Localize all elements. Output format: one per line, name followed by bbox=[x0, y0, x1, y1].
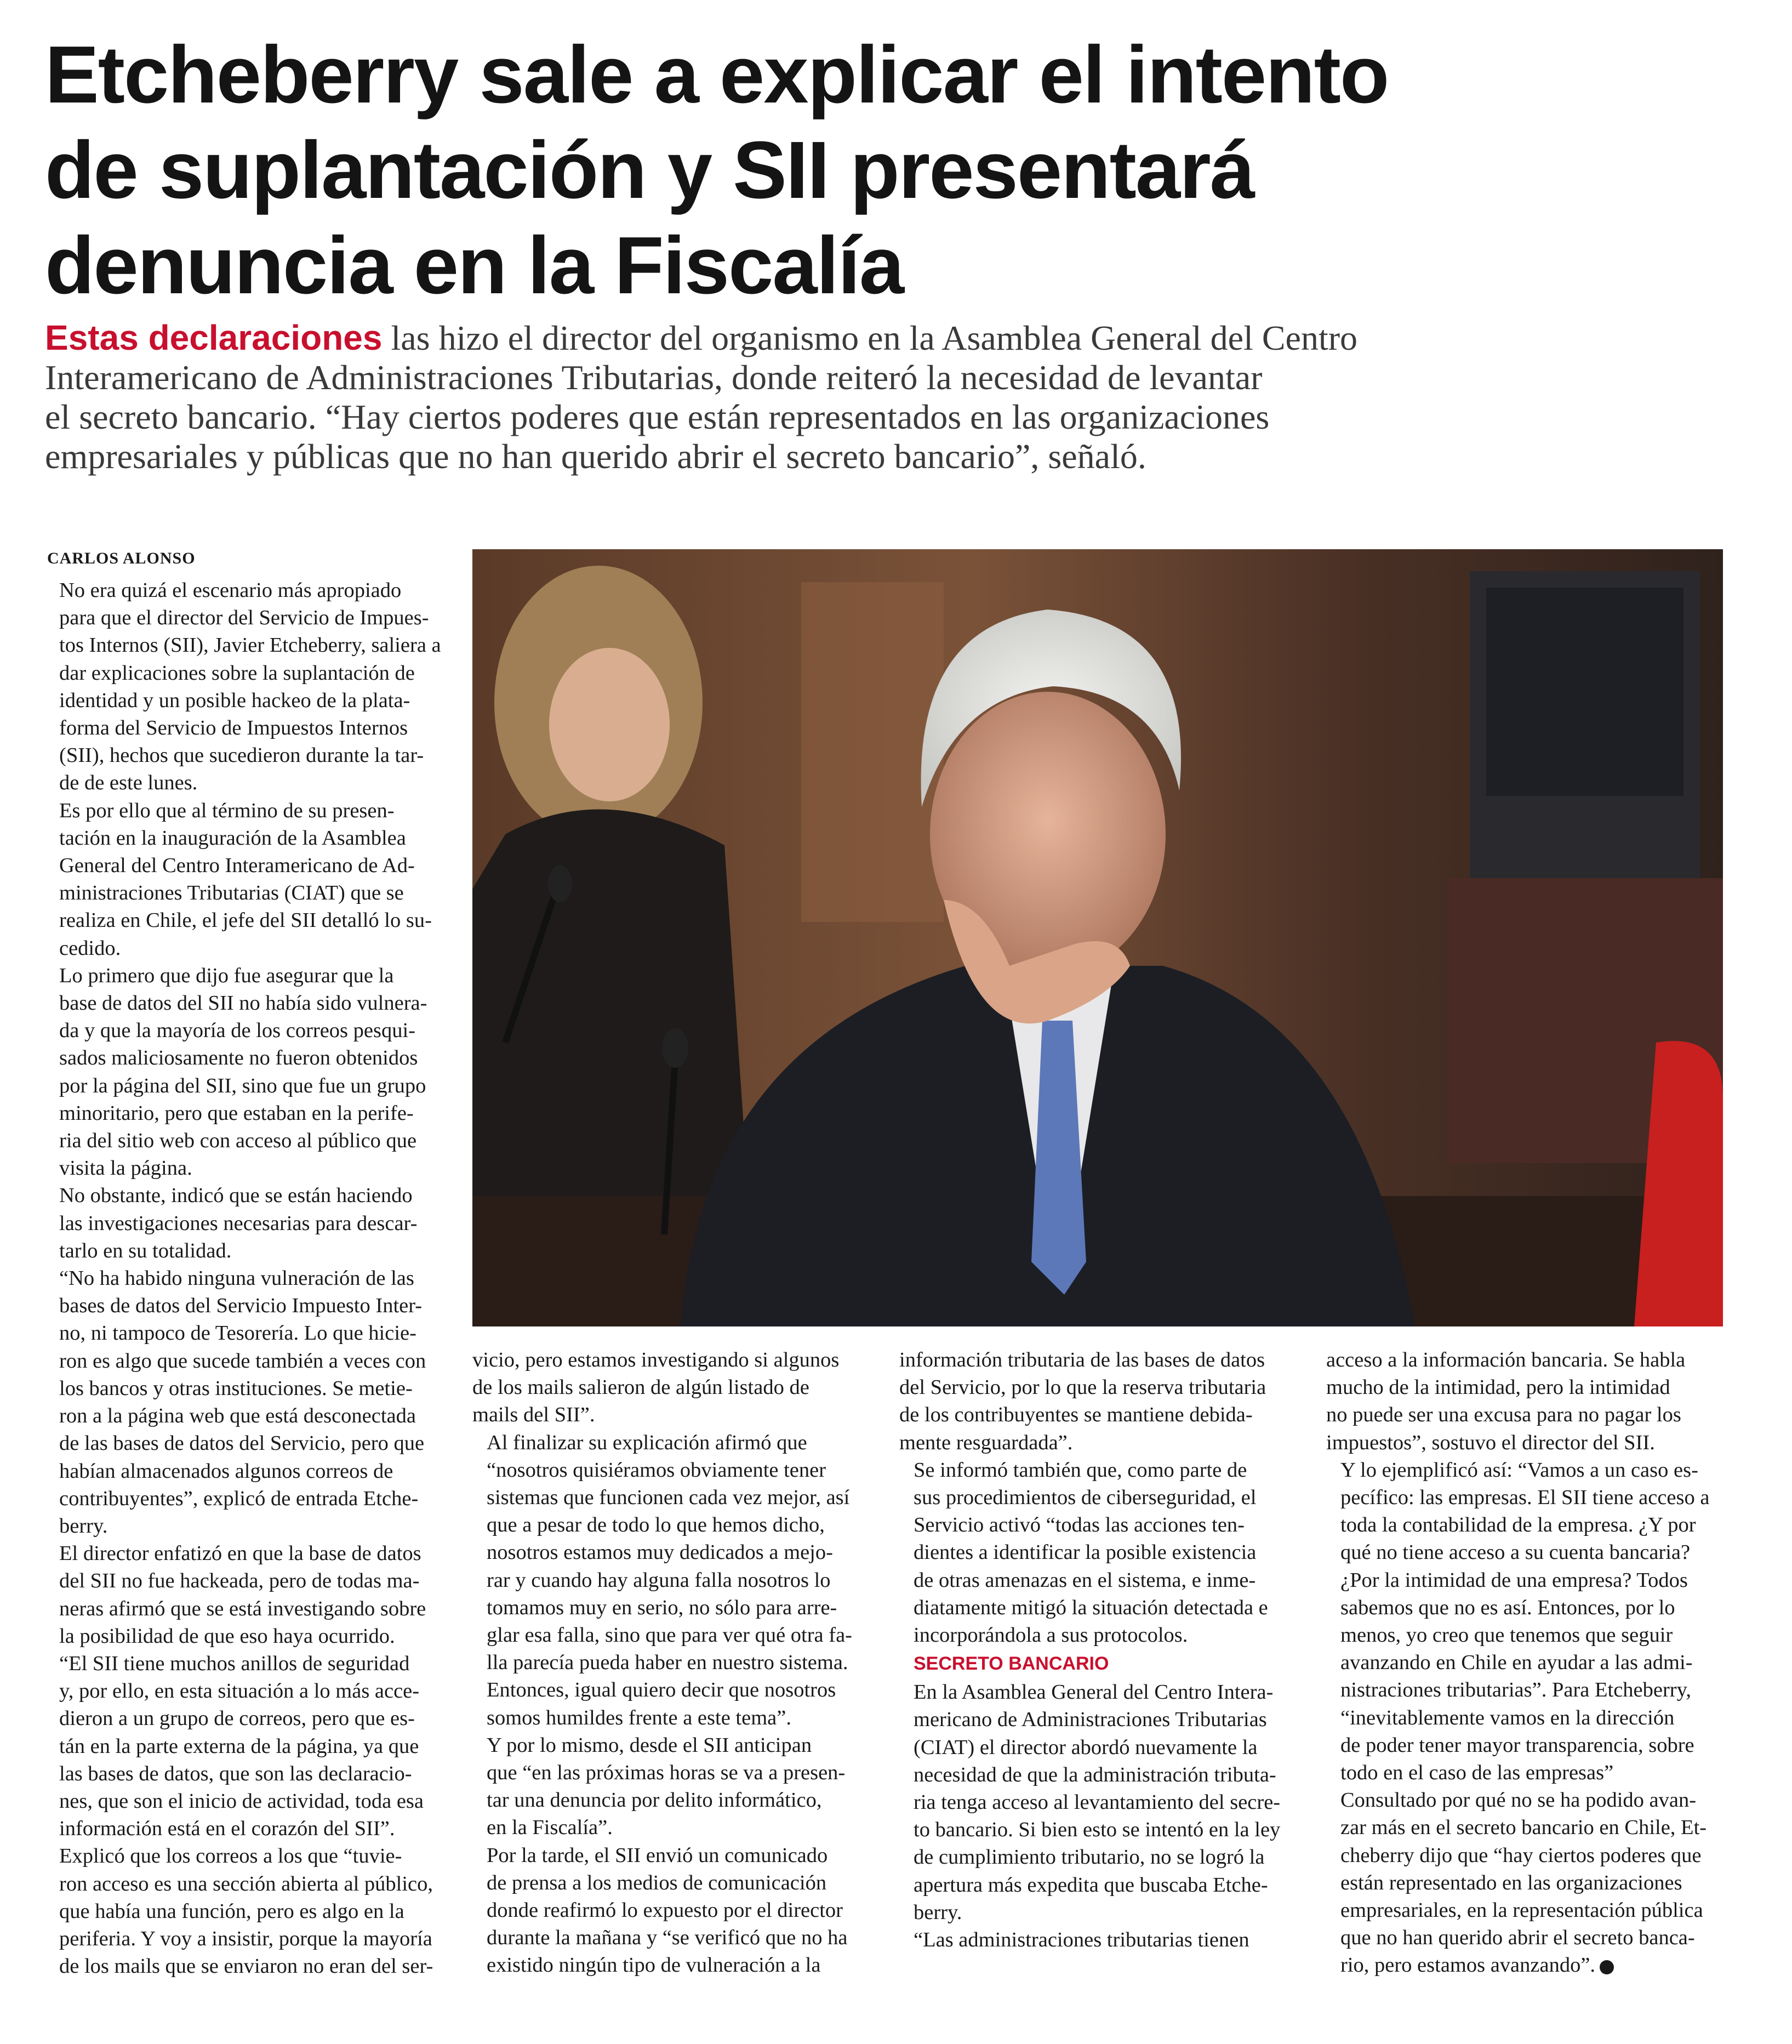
end-mark-icon: P bbox=[1600, 1960, 1614, 1974]
article-column-1 bbox=[45, 577, 447, 1980]
article-column-4 bbox=[1326, 1346, 1728, 1979]
text-line: por la página del SII, sino que fue un grupo bbox=[59, 1074, 426, 1097]
text-line: que “en las próximas horas se va a presen- bbox=[487, 1761, 846, 1785]
text-line: y, por ello, en esta situación a lo más acce- bbox=[59, 1679, 420, 1703]
text-line: ministraciones Tributarias (CIAT) que se bbox=[59, 881, 404, 905]
headline-line: Etcheberry sale a explicar el intento bbox=[45, 30, 1389, 120]
text-line: minoritario, pero que estaban en la perife- bbox=[59, 1101, 414, 1125]
text-line: de de este lunes. bbox=[59, 771, 198, 795]
text-line: Al finalizar su explicación afirmó que bbox=[487, 1431, 807, 1454]
paragraph bbox=[45, 962, 447, 1182]
text-line: tomamos muy en serio, no sólo para arre- bbox=[487, 1596, 837, 1619]
headline bbox=[45, 27, 1634, 314]
text-line: que no han querido abrir el secreto banca- bbox=[1340, 1926, 1695, 1950]
text-line: necesidad de que la administración tributa- bbox=[914, 1763, 1276, 1786]
text-line: tos Internos (SII), Javier Etcheberry, saliera a bbox=[59, 634, 441, 657]
text-line: de prensa a los medios de comunicación bbox=[487, 1871, 827, 1894]
text-line: (CIAT) el director abordó nuevamente la bbox=[914, 1735, 1258, 1759]
paragraph bbox=[45, 797, 447, 962]
text-line: berry. bbox=[59, 1514, 108, 1538]
text-line: “El SII tiene muchos anillos de seguridad bbox=[59, 1652, 410, 1675]
text-line: los bancos y otras instituciones. Se metie- bbox=[59, 1376, 413, 1400]
text-line: vicio, pero estamos investigando si algunos bbox=[472, 1348, 840, 1371]
text-line: habían almacenados algunos correos de bbox=[59, 1459, 393, 1483]
text-line: de las bases de datos del Servicio, pero que bbox=[59, 1432, 425, 1455]
text-line: de cumplimiento tributario, no se logró la bbox=[914, 1846, 1265, 1869]
text-line: da y que la mayoría de los correos pesqui- bbox=[59, 1019, 416, 1043]
article-photo bbox=[472, 549, 1723, 1326]
text-line: sus procedimientos de ciberseguridad, el bbox=[914, 1486, 1257, 1510]
text-line: están representado en las organizaciones bbox=[1340, 1871, 1682, 1894]
text-line: En la Asamblea General del Centro Intera- bbox=[914, 1681, 1274, 1704]
lead-line: empresariales y públicas que no han querido abrir el secreto bancario”, señaló. bbox=[45, 437, 1146, 476]
text-line: menos, yo creo que tenemos que seguir bbox=[1340, 1624, 1673, 1647]
text-line: la posibilidad de que eso haya ocurrido. bbox=[59, 1624, 395, 1648]
text-line: Lo primero que dijo fue asegurar que la bbox=[59, 964, 394, 987]
text-line: de poder tener mayor transparencia, sobre bbox=[1340, 1733, 1694, 1757]
text-line: to bancario. Si bien esto se intentó en la ley bbox=[914, 1818, 1281, 1842]
paragraph bbox=[1326, 1346, 1728, 1456]
text-line: ron acceso es una sección abierta al público, bbox=[59, 1872, 433, 1895]
text-line: que había una función, pero es algo en la bbox=[59, 1899, 404, 1923]
lead-paragraph bbox=[45, 318, 1470, 476]
text-line: ria del sitio web con acceso al público que bbox=[59, 1129, 417, 1153]
paragraph bbox=[472, 1346, 874, 1429]
text-line: para que el director del Servicio de Impues- bbox=[59, 606, 429, 630]
text-line: ¿Por la intimidad de una empresa? Todos bbox=[1340, 1568, 1688, 1592]
lead-line: Interamericano de Administraciones Tributarias, donde reiteró la necesidad de levantar bbox=[45, 358, 1263, 397]
text-line: todo en el caso de las empresas” bbox=[1340, 1761, 1614, 1785]
text-line: neras afirmó que se está investigando sobre bbox=[59, 1597, 426, 1620]
text-line: mails del SII”. bbox=[472, 1403, 595, 1427]
text-line: visita la página. bbox=[59, 1157, 192, 1180]
text-line: “No ha habido ninguna vulneración de las bbox=[59, 1267, 414, 1290]
text-line: de los contribuyentes se mantiene debida- bbox=[899, 1403, 1253, 1427]
text-line: nosotros estamos muy dedicados a mejo- bbox=[487, 1541, 833, 1564]
text-line: El director enfatizó en que la base de datos bbox=[59, 1542, 421, 1565]
text-line: nes, que son el inicio de actividad, toda esa bbox=[59, 1789, 424, 1813]
text-line: toda la contabilidad de la empresa. ¿Y por bbox=[1340, 1513, 1696, 1537]
paragraph bbox=[472, 1732, 874, 1842]
text-line: identidad y un posible hackeo de la plata- bbox=[59, 688, 410, 712]
article-column-2 bbox=[472, 1346, 874, 1979]
text-line: berry. bbox=[914, 1900, 962, 1924]
paragraph bbox=[45, 1842, 447, 1980]
paragraph bbox=[899, 1346, 1301, 1456]
text-line: Y lo ejemplificó así: “Vamos a un caso es- bbox=[1340, 1458, 1698, 1482]
text-line: en la Fiscalía”. bbox=[487, 1816, 613, 1840]
lead-line: el secreto bancario. “Hay ciertos poderes que están representados en las organizaciones bbox=[45, 397, 1270, 436]
paragraph bbox=[899, 1926, 1301, 1954]
text-line: apertura más expedita que buscaba Etche- bbox=[914, 1873, 1268, 1897]
text-line: rar y cuando hay alguna falla nosotros lo bbox=[487, 1568, 831, 1592]
text-line: pecífico: las empresas. El SII tiene acceso a bbox=[1340, 1486, 1710, 1510]
text-line: donde reafirmó lo expuesto por el director bbox=[487, 1899, 843, 1922]
headline-line: de suplantación y SII presentará bbox=[45, 125, 1254, 215]
text-line: sados maliciosamente no fueron obtenidos bbox=[59, 1046, 418, 1070]
text-line: lla parecía pueda haber en nuestro sistema. bbox=[487, 1651, 848, 1675]
headline-line: denuncia en la Fiscalía bbox=[45, 220, 904, 311]
text-line: Consultado por qué no se ha podido avan- bbox=[1340, 1789, 1697, 1812]
text-line: incorporándola a sus protocolos. bbox=[914, 1624, 1188, 1647]
text-line: periferia. Y voy a insistir, porque la mayoría bbox=[59, 1927, 432, 1950]
text-line: existido ningún tipo de vulneración a la bbox=[487, 1954, 821, 1977]
text-line: “nosotros quisiéramos obviamente tener bbox=[487, 1458, 826, 1482]
lead-line-rest: las hizo el director del organismo en la Asamblea General del Centro bbox=[382, 318, 1358, 357]
text-line: de los mails que se enviaron no eran del ser- bbox=[59, 1955, 433, 1978]
text-line: empresariales, en la representación pública bbox=[1340, 1899, 1703, 1922]
photo-illustration bbox=[472, 549, 1723, 1326]
paragraph bbox=[472, 1842, 874, 1979]
text-line: mucho de la intimidad, pero la intimidad bbox=[1326, 1376, 1670, 1399]
paragraph bbox=[45, 577, 447, 797]
text-line: acceso a la información bancaria. Se habla bbox=[1326, 1348, 1686, 1371]
text-line: tán en la parte externa de la página, ya que bbox=[59, 1734, 419, 1758]
text-line: las investigaciones necesarias para descar- bbox=[59, 1211, 418, 1235]
paragraph bbox=[45, 1540, 447, 1650]
text-line: del Servicio, por lo que la reserva tributaria bbox=[899, 1376, 1266, 1399]
text-line: del SII no fue hackeada, pero de todas ma- bbox=[59, 1569, 420, 1593]
text-line-content: rio, pero estamos avanzando”. bbox=[1340, 1954, 1596, 1977]
paragraph bbox=[45, 1265, 447, 1540]
text-line: de los mails salieron de algún listado de bbox=[472, 1376, 809, 1399]
text-line: zar más en el secreto bancario en Chile, Et- bbox=[1340, 1816, 1707, 1840]
article-column-3 bbox=[899, 1346, 1301, 1954]
paragraph bbox=[899, 1456, 1301, 1649]
text-line: Por la tarde, el SII envió un comunicado bbox=[487, 1843, 828, 1867]
text-line: glar esa falla, sino que para ver qué otra fa- bbox=[487, 1624, 853, 1647]
text-line: cheberry dijo que “hay ciertos poderes que bbox=[1340, 1843, 1702, 1867]
text-line: nistraciones tributarias”. Para Etcheberry, bbox=[1340, 1678, 1691, 1702]
text-line: realiza en Chile, el jefe del SII detalló lo su- bbox=[59, 909, 432, 932]
text-line: contribuyentes”, explicó de entrada Etche- bbox=[59, 1487, 419, 1510]
text-line: no puede ser una excusa para no pagar los bbox=[1326, 1403, 1681, 1427]
paragraph bbox=[899, 1678, 1301, 1926]
text-line: Entonces, igual quiero decir que nosotros bbox=[487, 1678, 836, 1702]
text-line bbox=[1326, 1951, 1728, 1979]
text-line: No obstante, indicó que se están haciendo bbox=[59, 1184, 413, 1208]
text-line: las bases de datos, que son las declaracio- bbox=[59, 1762, 412, 1785]
text-line: sistemas que funcionen cada vez mejor, así bbox=[487, 1486, 850, 1510]
text-line: dieron a un grupo de correos, pero que es- bbox=[59, 1707, 415, 1730]
paragraph bbox=[1326, 1786, 1728, 1979]
text-line: avanzando en Chile en ayudar a las admi- bbox=[1340, 1651, 1693, 1675]
paragraph bbox=[45, 1650, 447, 1842]
lead-line bbox=[45, 318, 1470, 358]
text-line: forma del Servicio de Impuestos Internos bbox=[59, 716, 408, 740]
text-line: no, ni tampoco de Tesorería. Lo que hicie- bbox=[59, 1322, 416, 1345]
text-line: ron a la página web que está desconectada bbox=[59, 1404, 416, 1428]
text-line: dientes a identificar la posible existencia bbox=[914, 1541, 1257, 1564]
text-line: “Las administraciones tributarias tienen bbox=[914, 1928, 1249, 1952]
text-line: somos humildes frente a este tema”. bbox=[487, 1706, 791, 1729]
section-subhead: SECRETO BANCARIO bbox=[914, 1653, 1109, 1675]
text-line: General del Centro Interamericano de Ad- bbox=[59, 854, 415, 878]
text-line: Se informó también que, como parte de bbox=[914, 1458, 1247, 1482]
text-line: información tributaria de las bases de datos bbox=[899, 1348, 1265, 1371]
text-line: Servicio activó “todas las acciones ten- bbox=[914, 1513, 1245, 1537]
byline: CARLOS ALONSO bbox=[47, 549, 196, 567]
text-line: mericano de Administraciones Tributarias bbox=[914, 1708, 1267, 1732]
text-line: tarlo en su totalidad. bbox=[59, 1239, 232, 1262]
text-line: ron es algo que sucede también a veces con bbox=[59, 1349, 426, 1373]
text-line: de otras amenazas en el sistema, e inme- bbox=[914, 1568, 1256, 1592]
text-line: “inevitablemente vamos en la dirección bbox=[1340, 1706, 1675, 1729]
text-line: mente resguardada”. bbox=[899, 1431, 1073, 1454]
text-line: tar una denuncia por delito informático, bbox=[487, 1789, 822, 1812]
text-line: Explicó que los correos a los que “tuvie- bbox=[59, 1844, 402, 1868]
text-line: Es por ello que al término de su presen- bbox=[59, 799, 395, 822]
text-line: sabemos que no es así. Entonces, por lo bbox=[1340, 1596, 1675, 1619]
text-line: Y por lo mismo, desde el SII anticipan bbox=[487, 1733, 812, 1757]
text-line: dar explicaciones sobre la suplantación de bbox=[59, 661, 415, 685]
text-line: (SII), hechos que sucedieron durante la tar- bbox=[59, 744, 424, 767]
lead-kicker: Estas declaraciones bbox=[45, 318, 383, 357]
text-line: cedido. bbox=[59, 936, 121, 960]
text-line: ria tenga acceso al levantamiento del secre- bbox=[914, 1791, 1281, 1814]
text-line: base de datos del SII no había sido vulnera- bbox=[59, 992, 427, 1015]
text-line: bases de datos del Servicio Impuesto Inter- bbox=[59, 1294, 423, 1318]
text-line: qué no tiene acceso a su cuenta bancaria? bbox=[1340, 1541, 1691, 1564]
text-line: tación en la inauguración de la Asamblea bbox=[59, 826, 406, 850]
text-line: impuestos”, sostuvo el director del SII. bbox=[1326, 1431, 1655, 1454]
text-line: información está en el corazón del SII”. bbox=[59, 1817, 395, 1841]
text-line: diatamente mitigó la situación detectada e bbox=[914, 1596, 1268, 1619]
text-line: durante la mañana y “se verificó que no ha bbox=[487, 1926, 848, 1950]
paragraph bbox=[1326, 1456, 1728, 1786]
paragraph bbox=[45, 1182, 447, 1265]
text-line: No era quizá el escenario más apropiado bbox=[59, 579, 402, 602]
paragraph bbox=[472, 1429, 874, 1732]
text-line: que a pesar de todo lo que hemos dicho, bbox=[487, 1513, 825, 1537]
